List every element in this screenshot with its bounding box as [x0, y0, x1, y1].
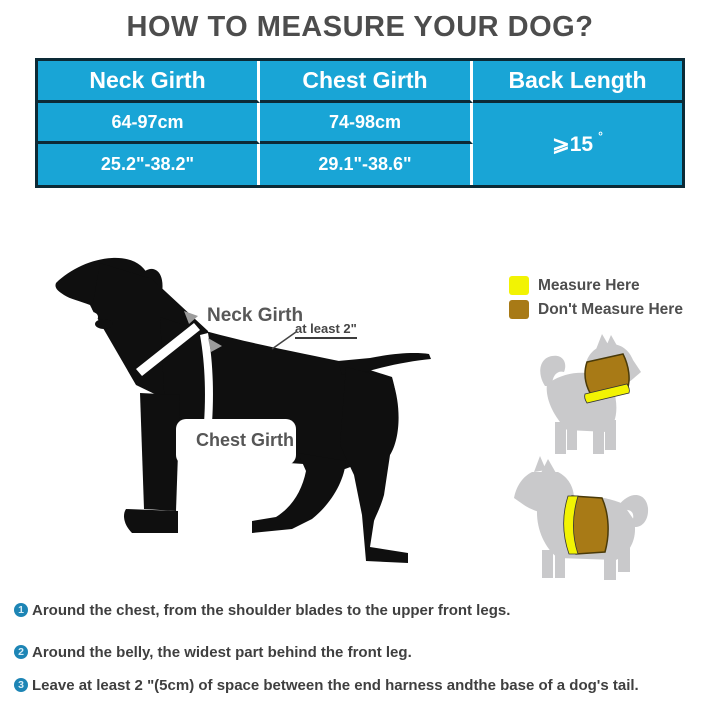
table-cell-neck-in: 25.2"-38.2": [38, 144, 260, 185]
clearance-label: at least 2": [295, 321, 357, 339]
table-cell-chest-cm: 74-98cm: [260, 103, 473, 144]
gray-dog-leg: [618, 548, 630, 572]
gray-dog-leg: [555, 552, 565, 578]
note-row: [14, 644, 412, 661]
gray-dog-leg: [604, 554, 616, 580]
legend-measure-row: [509, 276, 640, 295]
table-header-neck-girth: Neck Girth: [38, 61, 260, 103]
gray-dog-leg: [555, 422, 566, 454]
note-number-badge: 3: [14, 678, 28, 692]
note-text: Leave at least 2 "(5cm) of space between the end harness andthe base of a dog's tail.: [32, 677, 639, 694]
table-cell-neck-cm: 64-97cm: [38, 103, 260, 144]
neck-girth-label: Neck Girth: [207, 305, 304, 326]
note-number-badge: 1: [14, 603, 28, 617]
clearance-leader-line: [272, 332, 296, 349]
note-text: Around the chest, from the shoulder blades to the upper front legs.: [32, 602, 511, 619]
table-cell-chest-in: 29.1"-38.6": [260, 144, 473, 185]
page-title: HOW TO MEASURE YOUR DOG?: [126, 11, 594, 43]
dog-lower-lip: [95, 319, 113, 329]
gray-dog-neck-band: [535, 330, 660, 458]
back-length-value: ⩾15: [552, 132, 594, 156]
gray-dog-leg: [593, 424, 604, 454]
gray-dog-belly-band: [508, 456, 653, 582]
table-cell-back-length: [473, 103, 682, 185]
note-number-badge: 2: [14, 645, 28, 659]
gray-dog-leg: [567, 424, 577, 450]
legend-measure-label: Measure Here: [538, 276, 640, 294]
gray-dog-leg: [605, 420, 616, 450]
note-row: [14, 677, 639, 694]
table-header-chest-girth: Chest Girth: [260, 61, 473, 103]
degree-symbol: °: [598, 129, 603, 143]
chest-girth-label: Chest Girth: [196, 430, 295, 450]
dont-measure-here-swatch: [509, 300, 529, 319]
legend-dont-measure-row: [509, 300, 683, 319]
dog-front-leg: [140, 393, 180, 511]
gray-dog-leg: [542, 550, 553, 578]
measure-here-swatch: [509, 276, 529, 295]
main-dog-silhouette: [40, 255, 480, 575]
note-row: [14, 602, 510, 619]
dog-front-paw: [124, 509, 178, 533]
size-table: [35, 58, 685, 188]
dog-near-hind-leg: [340, 367, 408, 563]
legend-dont-measure-label: Don't Measure Here: [538, 300, 683, 318]
dog-jaw-notch: [86, 312, 98, 322]
note-text: Around the belly, the widest part behind the front leg.: [32, 644, 412, 661]
table-header-back-length: Back Length: [473, 61, 682, 103]
